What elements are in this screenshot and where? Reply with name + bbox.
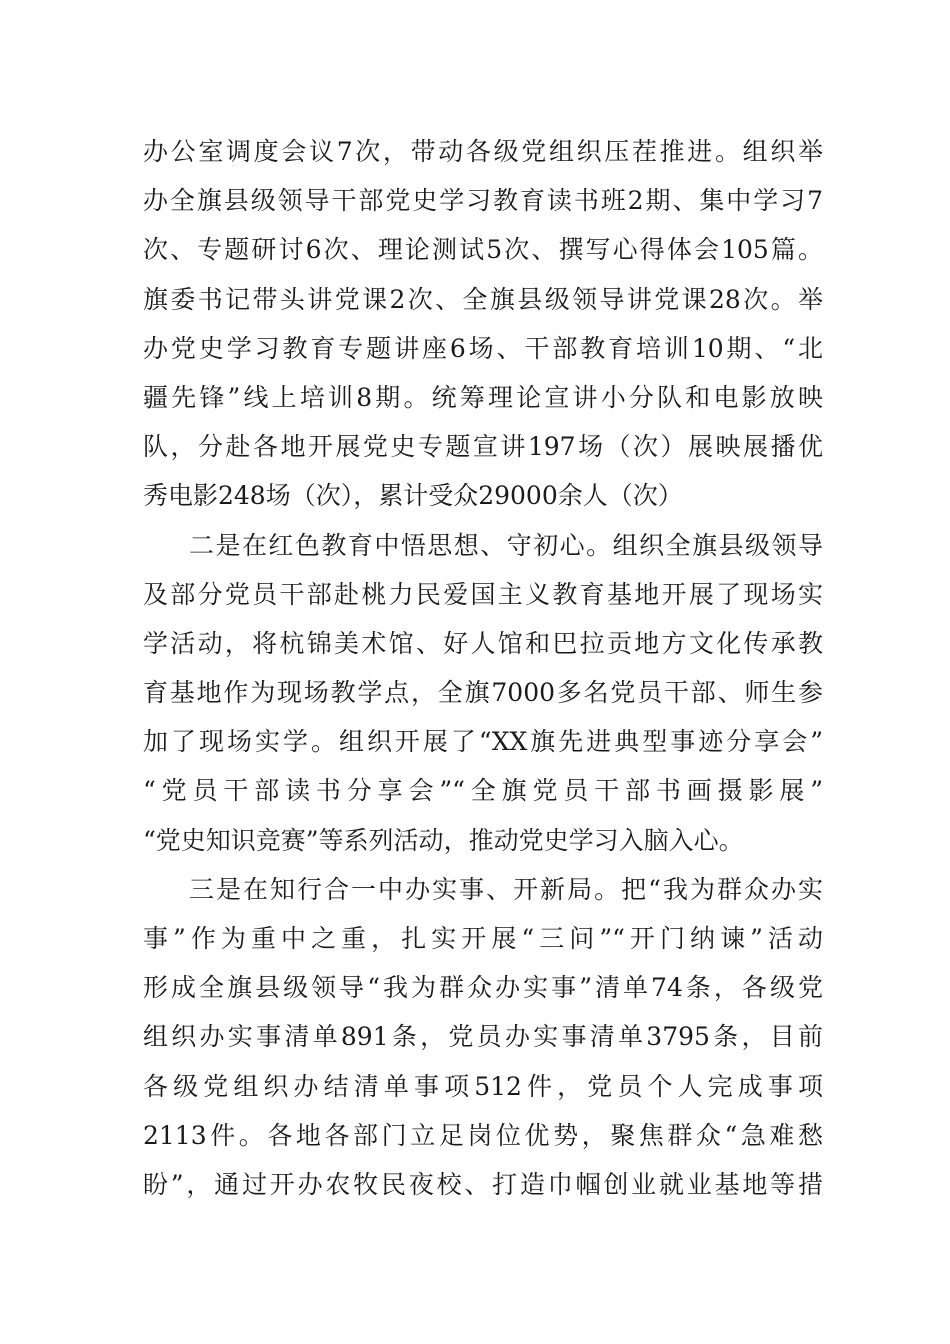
text-line: 办党史学习教育专题讲座6场、干部教育培训10期、“北 [143,333,824,363]
text-line: 秀电影248场（次），累计受众29000余人（次） [143,481,683,511]
text-line: 三是在知行合一中办实事、开新局。把“我为群众办实 [189,874,823,904]
text-line: 办全旗县级领导干部党史学习教育读书班2期、集中学习7 [143,186,823,216]
text-line: 二是在红色教育中悟思想、守初心。组织全旗县级领导 [189,530,823,560]
text-line: 盼”，通过开办农牧民夜校、打造巾帼创业就业基地等措 [143,1169,823,1199]
text-line: 办公室调度会议7次，带动各级党组织压茬推进。组织举 [143,137,823,166]
text-line: 旗委书记带头讲党课2次、全旗县级领导讲党课28次。举 [143,284,823,314]
text-line: 学活动，将杭锦美术馆、好人馆和巴拉贡地方文化传承教 [143,628,823,658]
paragraph-3 [143,865,823,1209]
text-line: “党史知识竞赛”等系列活动，推动党史学习入脑入心。 [143,825,744,855]
text-line: “党员干部读书分享会”“全旗党员干部书画摄影展” [143,776,823,806]
paragraph-2 [143,521,823,865]
paragraph-1 [143,127,823,521]
document-body [143,127,823,1209]
text-line: 事”作为重中之重，扎实开展“三问”“开门纳谏”活动 [143,924,823,953]
text-line: 组织办实事清单891条，党员办实事清单3795条，目前 [143,1022,823,1052]
text-line: 形成全旗县级领导“我为群众办实事”清单74条，各级党 [143,973,823,1003]
text-line: 及部分党员干部赴桃力民爱国主义教育基地开展了现场实 [143,579,823,609]
text-line: 各级党组织办结清单事项512件，党员个人完成事项 [143,1071,823,1101]
text-line: 次、专题研讨6次、理论测试5次、撰写心得体会105篇。 [143,235,823,265]
text-line: 育基地作为现场教学点，全旗7000多名党员干部、师生参 [143,678,823,708]
text-line: 加了现场实学。组织开展了“XX旗先进典型事迹分享会” [143,727,823,757]
text-line: 2113件。各地各部门立足岗位优势，聚焦群众“急难愁 [143,1120,823,1150]
text-line: 队，分赴各地开展党史专题宣讲197场（次）展映展播优 [143,432,823,462]
text-line: 疆先锋”线上培训8期。统筹理论宣讲小分队和电影放映 [143,382,823,412]
